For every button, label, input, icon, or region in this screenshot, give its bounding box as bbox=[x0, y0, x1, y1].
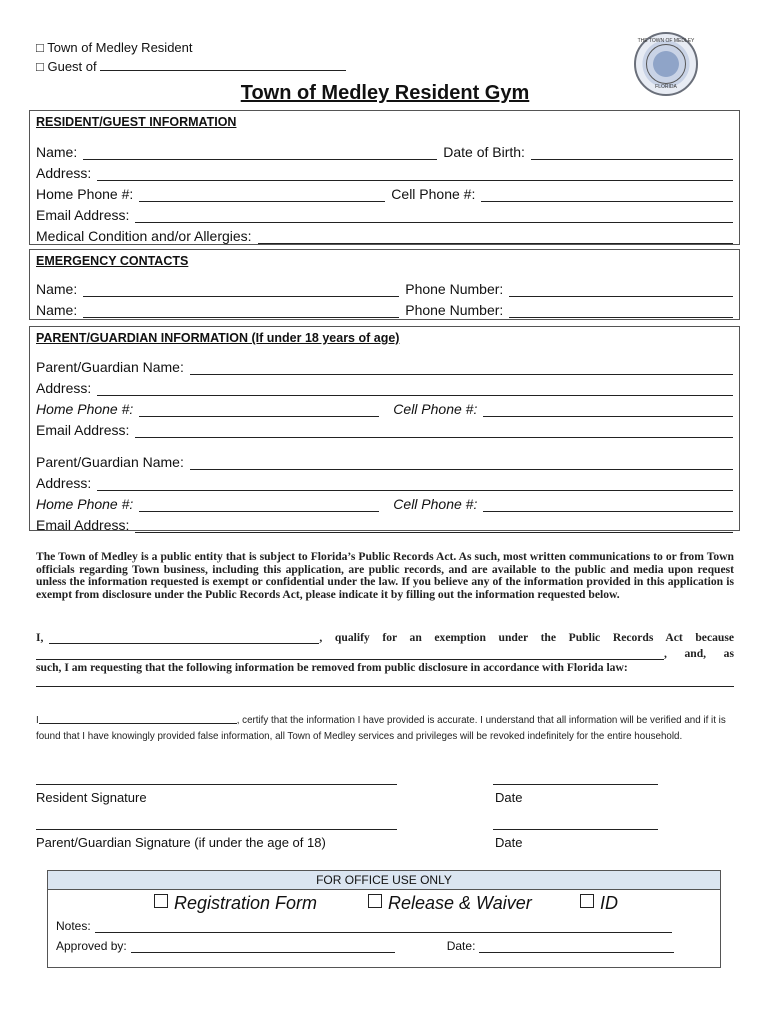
medical-label: Medical Condition and/or Allergies: bbox=[36, 228, 252, 244]
medical-row bbox=[36, 226, 733, 244]
checkbox-icon bbox=[154, 894, 168, 908]
emergency-name-label: Name: bbox=[36, 281, 78, 297]
guardian-home-phone-field[interactable] bbox=[139, 498, 379, 512]
guardian-email-label: Email Address: bbox=[36, 517, 130, 533]
dob-field[interactable] bbox=[531, 146, 733, 160]
parent-signature-label: Parent/Guardian Signature (if under the age of 18) bbox=[36, 835, 326, 850]
certification-statement bbox=[36, 713, 734, 745]
checkbox-icon bbox=[368, 894, 382, 908]
office-use-heading: FOR OFFICE USE ONLY bbox=[48, 871, 720, 890]
guardian-name-label: Parent/Guardian Name: bbox=[36, 359, 184, 375]
notes-field[interactable] bbox=[95, 922, 672, 933]
registration-form-checkbox[interactable] bbox=[154, 893, 317, 914]
guardian-name-row bbox=[36, 357, 733, 375]
resident-option-label: Town of Medley Resident bbox=[47, 40, 193, 55]
parent-date-label: Date bbox=[495, 835, 523, 850]
approved-by-label: Approved by: bbox=[56, 939, 127, 953]
guardian-home-phone-field[interactable] bbox=[139, 403, 379, 417]
guardian-email-field[interactable] bbox=[135, 519, 733, 533]
guardian-cell-phone-field[interactable] bbox=[483, 403, 733, 417]
registration-form-label: Registration Form bbox=[174, 893, 318, 913]
guardian-name-label: Parent/Guardian Name: bbox=[36, 454, 184, 470]
approved-row bbox=[56, 937, 674, 953]
guardian-address-row bbox=[36, 473, 733, 491]
id-label: ID bbox=[600, 893, 618, 913]
medical-field[interactable] bbox=[258, 230, 733, 244]
guardian-cell-phone-label: Cell Phone #: bbox=[393, 496, 478, 512]
email-row bbox=[36, 205, 733, 223]
name-label: Name: bbox=[36, 144, 78, 160]
guardian-cell-phone-field[interactable] bbox=[483, 498, 733, 512]
seal-text-top: THE TOWN OF MEDLEY bbox=[637, 38, 695, 44]
emergency-phone-label: Phone Number: bbox=[405, 302, 504, 318]
parent-date-line[interactable] bbox=[493, 829, 658, 830]
exemption-name-field[interactable] bbox=[49, 633, 319, 644]
guardian-cell-phone-label: Cell Phone #: bbox=[393, 401, 478, 417]
emergency-name-field[interactable] bbox=[83, 304, 399, 318]
guardian-address-field[interactable] bbox=[97, 477, 733, 491]
emergency-name-label: Name: bbox=[36, 302, 78, 318]
guardian-address-row bbox=[36, 378, 733, 396]
guardian-address-label: Address: bbox=[36, 380, 92, 396]
guardian-email-field[interactable] bbox=[135, 424, 733, 438]
exemption-such-text: such, I am requesting that the following information be removed from public disclosure in accordance with Florida law: bbox=[36, 661, 628, 674]
phone-row bbox=[36, 184, 733, 202]
public-records-paragraph: The Town of Medley is a public entity that is subject to Florida’s Public Records Act. As such, most written communications to or from Town officials regarding Town business, including this application, are public records, and are available to the public and media upon request unless the information requested is exempt or confidential under the law. If you believe any of the information provided in this application is exempt from disclosure under the Public Records Act, please indicate it by filling out the information requested below. bbox=[36, 550, 734, 601]
exemption-info-field[interactable] bbox=[36, 676, 734, 687]
resident-signature-label: Resident Signature bbox=[36, 790, 147, 805]
guardian-name-field[interactable] bbox=[190, 361, 733, 375]
guardian-address-label: Address: bbox=[36, 475, 92, 491]
guardian-email-label: Email Address: bbox=[36, 422, 130, 438]
guardian-home-phone-label: Home Phone #: bbox=[36, 496, 134, 512]
resident-signature-line[interactable] bbox=[36, 784, 397, 785]
resident-date-label: Date bbox=[495, 790, 523, 805]
certify-text: , certify that the information I have provided is accurate. I understand that all information will be verified and if it is found that I have knowingly provided false information, all Town of Medley services and privileges will be revoked indefinitely for the entire household. bbox=[36, 715, 726, 742]
parent-guardian-section bbox=[29, 326, 740, 531]
page-title: Town of Medley Resident Gym bbox=[240, 82, 530, 104]
email-field[interactable] bbox=[135, 209, 733, 223]
resident-date-line[interactable] bbox=[493, 784, 658, 785]
cell-phone-label: Cell Phone #: bbox=[391, 186, 476, 202]
office-use-section bbox=[47, 870, 721, 968]
name-field[interactable] bbox=[83, 146, 437, 160]
guest-of-field[interactable] bbox=[100, 58, 346, 71]
emergency-name-field[interactable] bbox=[83, 283, 399, 297]
exemption-and-as-text: , and, as bbox=[664, 646, 734, 660]
guardian-email-row bbox=[36, 515, 733, 533]
home-phone-field[interactable] bbox=[139, 188, 385, 202]
email-label: Email Address: bbox=[36, 207, 130, 223]
parent-guardian-heading: PARENT/GUARDIAN INFORMATION (If under 18 years of age) bbox=[36, 331, 400, 345]
exemption-statement bbox=[36, 630, 734, 688]
resident-checkbox-option[interactable] bbox=[36, 40, 193, 55]
release-waiver-label: Release & Waiver bbox=[388, 893, 532, 913]
guardian-name-row bbox=[36, 452, 733, 470]
certify-i-label: I bbox=[36, 715, 39, 726]
guardian-name-field[interactable] bbox=[190, 456, 733, 470]
emergency-phone-field[interactable] bbox=[509, 304, 733, 318]
emergency-heading: EMERGENCY CONTACTS bbox=[36, 254, 189, 268]
seal-emblem-icon bbox=[646, 44, 686, 84]
office-date-field[interactable] bbox=[479, 942, 674, 953]
address-label: Address: bbox=[36, 165, 92, 181]
name-dob-row bbox=[36, 142, 733, 160]
cell-phone-field[interactable] bbox=[481, 188, 733, 202]
emergency-contacts-section bbox=[29, 249, 740, 320]
emergency-phone-field[interactable] bbox=[509, 283, 733, 297]
release-waiver-checkbox[interactable] bbox=[368, 893, 532, 914]
resident-info-section bbox=[29, 110, 740, 245]
address-row bbox=[36, 163, 733, 181]
guardian-email-row bbox=[36, 420, 733, 438]
guardian-address-field[interactable] bbox=[97, 382, 733, 396]
guest-option-label: Guest of bbox=[47, 59, 97, 74]
approved-by-field[interactable] bbox=[131, 942, 395, 953]
emergency-phone-label: Phone Number: bbox=[405, 281, 504, 297]
certify-name-field[interactable] bbox=[39, 713, 237, 724]
resident-info-heading: RESIDENT/GUEST INFORMATION bbox=[36, 115, 237, 129]
guardian-phone-row bbox=[36, 399, 733, 417]
emergency-contact-row bbox=[36, 300, 733, 318]
seal-text-bottom: FLORIDA bbox=[655, 84, 677, 90]
checkbox-icon bbox=[580, 894, 594, 908]
guardian-home-phone-label: Home Phone #: bbox=[36, 401, 134, 417]
notes-row bbox=[56, 917, 672, 933]
dob-label: Date of Birth: bbox=[443, 144, 525, 160]
exemption-reason-field[interactable] bbox=[36, 649, 664, 660]
checkbox-icon: □ bbox=[36, 40, 44, 55]
checkbox-icon: □ bbox=[36, 59, 44, 74]
address-field[interactable] bbox=[97, 167, 733, 181]
guest-checkbox-option[interactable] bbox=[36, 58, 346, 74]
id-checkbox[interactable] bbox=[580, 893, 618, 914]
guardian-phone-row bbox=[36, 494, 733, 512]
office-date-label: Date: bbox=[446, 939, 476, 953]
notes-label: Notes: bbox=[56, 919, 91, 933]
exemption-qualify-text: , qualify for an exemption under the Public Records Act because bbox=[319, 630, 734, 644]
emergency-contact-row bbox=[36, 279, 733, 297]
home-phone-label: Home Phone #: bbox=[36, 186, 134, 202]
exemption-i-label: I, bbox=[36, 630, 44, 644]
parent-signature-line[interactable] bbox=[36, 829, 397, 830]
